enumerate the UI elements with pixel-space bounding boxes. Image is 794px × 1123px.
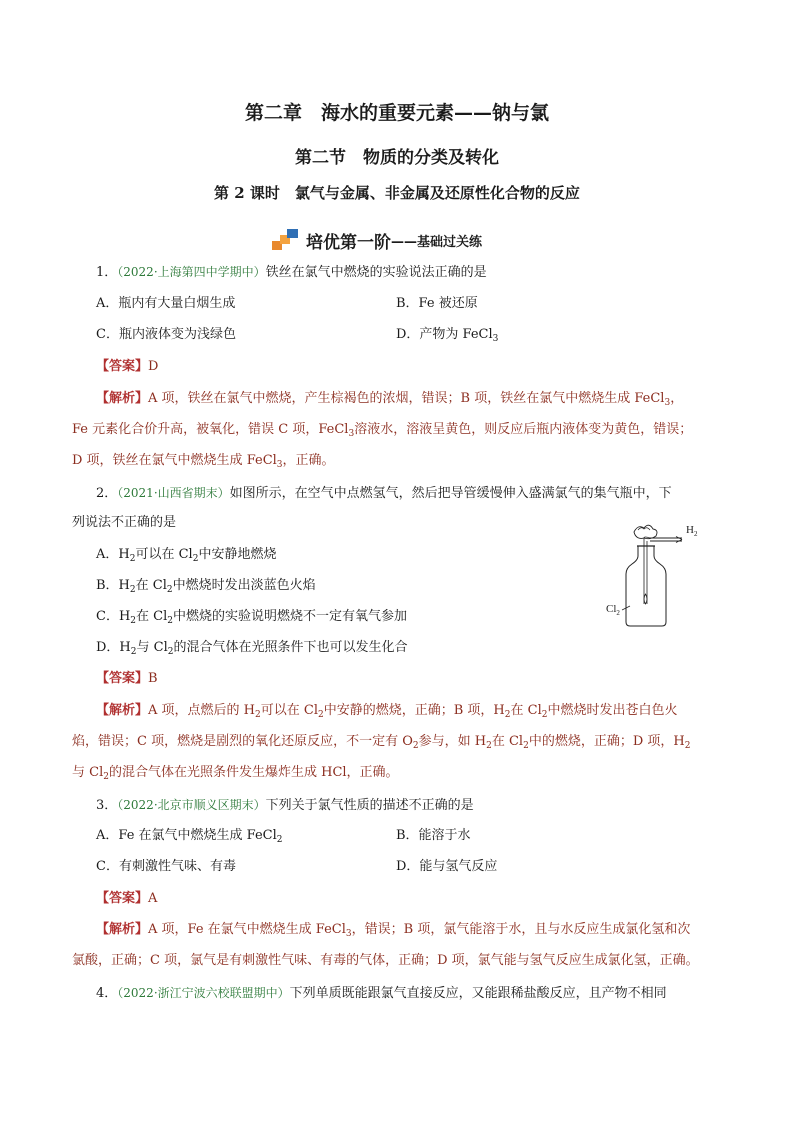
q4-source: （2022·浙江宁波六校联盟期中）	[117, 986, 290, 1000]
q3-analysis-line2: 氯酸，正确；C 项，氯气是有刺激性气味、有毒的气体，正确；D 项，氯气能与氢气反应生成氯化氢，正确。	[72, 953, 699, 968]
q2-analysis-line2: 焰，错误；C 项，燃烧是剧烈的氧化还原反应，不一定有 $O_2$参与，如 $H_2$在 $Cl_2$中的燃烧，正确；D 项，$H_2$	[72, 734, 691, 751]
q2-option-a: A．$H_2$可以在 $Cl_2$中安静地燃烧	[96, 547, 277, 564]
practice-banner	[272, 228, 482, 252]
gas-bottle-figure	[604, 520, 714, 630]
q1-analysis-line1: 【解析】A 项，铁丝在氯气中燃烧，产生棕褐色的浓烟，错误；B 项，铁丝在氯气中燃烧生成 FeCl$_3$，	[96, 391, 684, 408]
q1-option-c: C．瓶内液体变为浅绿色	[96, 327, 236, 342]
section-title: 第二节 物质的分类及转化	[295, 148, 499, 168]
q2-analysis-line3: 与 $Cl_2$的混合气体在光照条件发生爆炸生成 HCl，正确。	[72, 765, 399, 782]
q2-stem-line1: 2．（2021·山西省期末）如图所示，在空气中点燃氢气，然后把导管缓慢伸入盛满氯气的集气瓶中，下	[96, 486, 672, 501]
q3-option-b: B．能溶于水	[396, 828, 471, 843]
q2-stem-line2: 列说法不正确的是	[72, 515, 177, 530]
q1-option-b: B．Fe 被还原	[396, 296, 478, 311]
q2-option-c: C．$H_2$在 $Cl_2$中燃烧的实验说明燃烧不一定有氧气参加	[96, 609, 408, 626]
banner-main: 培优第一阶	[306, 232, 391, 253]
q3-source: （2022·北京市顺义区期末）	[117, 798, 266, 812]
q2-option-d: D．$H_2$与 $Cl_2$的混合气体在光照条件下也可以发生化合	[96, 640, 408, 657]
q1-analysis-line3: D 项，铁丝在氯气中燃烧生成 FeCl$_3$，正确。	[72, 453, 335, 470]
q2-answer: 【答案】B	[96, 671, 158, 686]
q3-stem: 3．（2022·北京市顺义区期末）下列关于氯气性质的描述不正确的是	[96, 798, 474, 813]
q1-stem: 1．（2022·上海第四中学期中）铁丝在氯气中燃烧的实验说法正确的是	[96, 265, 487, 280]
arrow-icon	[676, 537, 682, 543]
q3-option-d: D．能与氢气反应	[396, 859, 498, 874]
banner-sub: ——基础过关练	[391, 234, 483, 250]
q2-option-b: B．$H_2$在 $Cl_2$中燃烧时发出淡蓝色火焰	[96, 578, 316, 595]
q2-source: （2021·山西省期末）	[117, 486, 230, 500]
q1-source: （2022·上海第四中学期中）	[117, 265, 266, 279]
q4-stem: 4．（2022·浙江宁波六校联盟期中）下列单质既能跟氯气直接反应，又能跟稀盐酸反应，且产物不相同	[96, 986, 667, 1001]
q1-option-a: A．瓶内有大量白烟生成	[96, 296, 236, 311]
q1-analysis-line2: Fe 元素化合价升高，被氧化，错误 C 项，FeCl$_3$溶液水，溶液呈黄色，则反应后瓶内液体变为黄色，错误；	[72, 422, 693, 439]
lesson-title: 第 2 课时 氯气与金属、非金属及还原性化合物的反应	[214, 184, 580, 202]
q1-answer: 【答案】D	[96, 359, 159, 374]
fig-h2-label: $H_2$	[686, 524, 698, 538]
inner-flame-icon	[644, 594, 647, 604]
q1-option-d: D．产物为 FeCl$_3$	[396, 327, 499, 344]
q3-option-c: C．有刺激性气味、有毒	[96, 859, 236, 874]
q3-analysis-line1: 【解析】A 项，Fe 在氯气中燃烧生成 FeCl$_3$，错误；B 项，氯气能溶于水，且与水反应生成氯化氢和次	[96, 922, 691, 939]
stairs-icon	[272, 229, 298, 251]
gas-bottle	[626, 546, 666, 626]
chapter-title: 第二章 海水的重要元素——钠与氯	[244, 102, 549, 124]
q3-answer: 【答案】A	[96, 891, 158, 906]
q2-analysis-line1: 【解析】A 项，点燃后的 $H_2$可以在 $Cl_2$中安静的燃烧，正确；B 项，$H_2$在 $Cl_2$中燃烧时发出苍白色火	[96, 703, 678, 720]
fig-cl2-label: $Cl_2$	[606, 603, 620, 617]
q3-option-a: A．Fe 在氯气中燃烧生成 FeCl$_2$	[96, 828, 283, 845]
